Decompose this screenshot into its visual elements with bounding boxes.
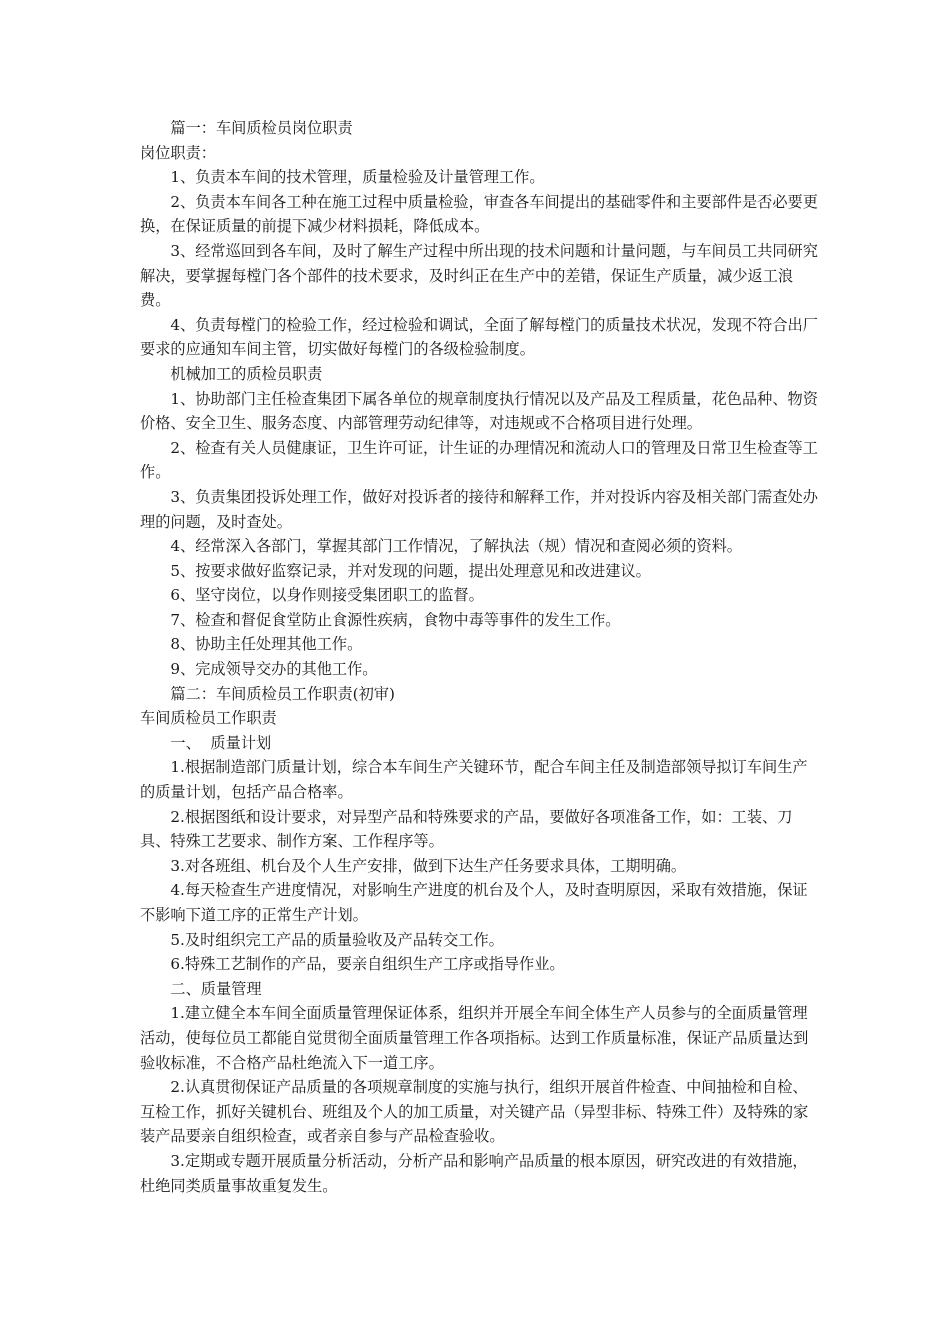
part1-item-3: 3.对各班组、机台及个人生产安排，做到下达生产任务要求具体，工期明确。 [170, 856, 687, 875]
part2-item-3: 3.定期或专题开展质量分析活动，分析产品和影响产品质量的根本原因，研究改进的有效措施，杜绝同类质量事故重复发生。 [140, 1151, 808, 1195]
section1-item-3: 3、经常巡回到各车间，及时了解生产过程中所出现的技术问题和计量问题，与车间员工共同研究解决，要掌握每樘门各个部件的技术要求，及时纠正在生产中的差错，保证生产质量，减少返工浪费。 [140, 241, 818, 310]
part1-item-1: 1.根据制造部门质量计划，综合本车间生产关键环节，配合车间主任及制造部领导拟订车间生产的质量计划，包括产品合格率。 [140, 758, 808, 802]
section1b-item-3: 3、负责集团投诉处理工作，做好对投诉者的接待和解释工作，并对投诉内容及相关部门需查处办理的问题，及时查处。 [140, 487, 818, 531]
section1b-item-1: 1、协助部门主任检查集团下属各单位的规章制度执行情况以及产品及工程质量，花色品种、物资价格、安全卫生、服务态度、内部管理劳动纪律等，对违规或不合格项目进行处理。 [140, 389, 818, 433]
part1-item-6: 6.特殊工艺制作的产品，要亲自组织生产工序或指导作业。 [170, 955, 565, 974]
part1-title: 一、 质量计划 [170, 733, 272, 752]
section1b-item-2: 2、检查有关人员健康证，卫生许可证，计生证的办理情况和流动人口的管理及日常卫生检查等工作。 [140, 438, 818, 482]
section1-item-1: 1、负责本车间的技术管理，质量检验及计量管理工作。 [170, 168, 545, 187]
section1b-item-7: 7、检查和督促食堂防止食源性疾病，食物中毒等事件的发生工作。 [170, 610, 621, 629]
section1b-item-6: 6、坚守岗位，以身作则接受集团职工的监督。 [170, 586, 484, 605]
section1-label: 岗位职责： [140, 143, 216, 162]
part1-item-5: 5.及时组织完工产品的质量验收及产品转交工作。 [170, 930, 504, 949]
part2-item-1: 1.建立健全本车间全面质量管理保证体系，组织并开展全车间全体生产人员参与的全面质量管理活动，使每位员工都能自觉贯彻全面质量管理工作各项指标。达到工作质量标准，保证产品质量达到验收标准，不合格产品杜绝流入下一道工序。 [140, 1004, 809, 1072]
section1b-item-8: 8、协助主任处理其他工作。 [170, 635, 363, 654]
part2-item-2: 2.认真贯彻保证产品质量的各项规章制度的实施与执行，组织开展首件检查、中间抽检和自检、互检工作，抓好关键机台、班组及个人的加工质量，对关键产品（异型非标、特殊工件）及特殊的家装产品要亲自组织检查，或者亲自参与产品检查验收。 [140, 1078, 809, 1146]
section2-title: 篇二：车间质检员工作职责(初审) [170, 684, 395, 703]
section1b-title: 机械加工的质检员职责 [170, 364, 323, 383]
part2-title: 二、质量管理 [170, 979, 262, 998]
section1-item-2: 2、负责本车间各工种在施工过程中质量检验，审查各车间提出的基础零件和主要部件是否必要更换，在保证质量的前提下减少材料损耗，降低成本。 [140, 192, 818, 236]
section1-item-4: 4、负责每樘门的检验工作，经过检验和调试，全面了解每樘门的质量技术状况，发现不符合出厂要求的应通知车间主管，切实做好每樘门的各级检验制度。 [140, 315, 818, 359]
section1b-item-5: 5、按要求做好监察记录，并对发现的问题，提出处理意见和改进建议。 [170, 561, 651, 580]
section1b-item-9: 9、完成领导交办的其他工作。 [170, 660, 378, 679]
section1-title: 篇一：车间质检员岗位职责 [170, 119, 353, 137]
section2-label: 车间质检员工作职责 [140, 709, 277, 728]
section1b-item-4: 4、经常深入各部门，掌握其部门工作情况，了解执法（规）情况和查阅必须的资料。 [170, 537, 742, 556]
part1-item-2: 2.根据图纸和设计要求，对异型产品和特殊要求的产品，要做好各项准备工作，如：工装、刀具、特殊工艺要求、制作方案、工作程序等。 [140, 807, 793, 851]
part1-item-4: 4.每天检查生产进度情况，对影响生产进度的机台及个人，及时查明原因，采取有效措施，保证不影响下道工序的正常生产计划。 [140, 881, 808, 924]
